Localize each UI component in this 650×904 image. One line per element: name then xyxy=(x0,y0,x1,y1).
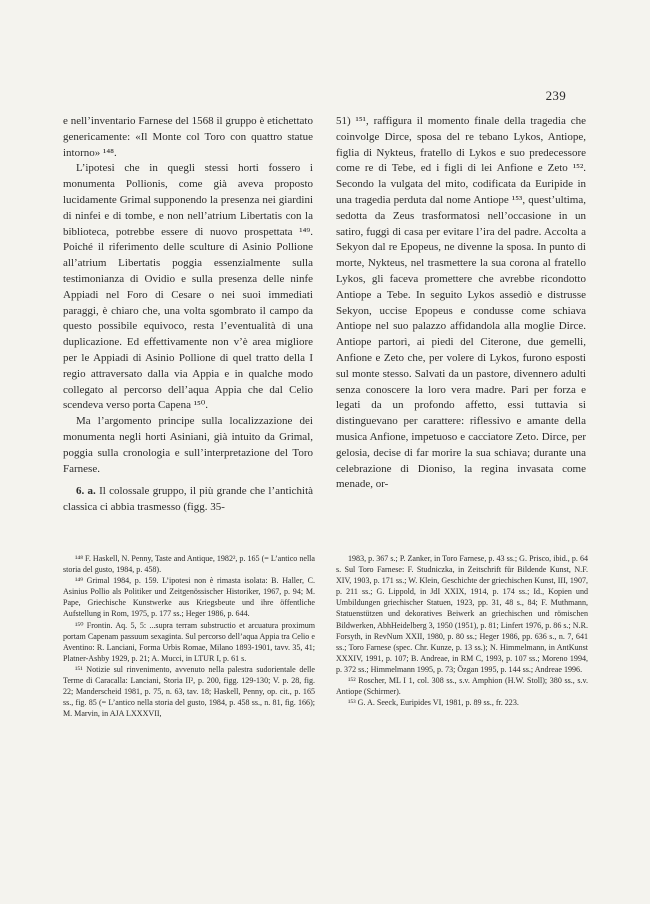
footnote: ¹⁵³ G. A. Seeck, Euripides VI, 1981, p. 89 ss., fr. 223. xyxy=(348,698,519,708)
paragraph: 51) ¹⁵¹, raffigura il momento finale della tragedia che coinvolge Dirce, sposa del re tebano Lykos, Antiope, figlia di Nykteus, fratello di Lykos e suo predecessore come re di Tebe, ed i figli di lei Anfione e Zeto ¹⁵². Secondo la vulgata del mito, codificata da Euripide in una tragedia perduta dal nome Antiope ¹⁵³, quest’ultima, sedotta da Zeus trasformatosi nell’occasione in un satiro, fuggì di casa per evitare l’ira del padre. Accolta a Sekyon dal re Epopeus, ne divenne la sposa. In punto di morte, Nykteus, nel trasmettere la sua corona al fratello Lykos, gli faceva promettere che avrebbe ricondotto Antiope a Tebe. In seguito Lykos assediò e distrusse Sekyon, uccise Epopeus e condusse come schiava Antiope nel suo palazzo affidandola alla moglie Dirce. Antiope partorì, ai piedi del Citerone, due gemelli, Anfione e Zeto che, per volere di Lykos, furono esposti sul monte stesso. Salvati da un pastore, divennero adulti senza conoscere la loro vera madre. Pari per forza e legati da un profondo affetto, essi tuttavia si distinguevano per carattere: riflessivo e amante della musica Anfione, impetuoso e cacciatore Zeto. Dirce, per gelosia, decise di far morire la sua schiava; durante una celebrazione di Dioniso, la regina invasata come menade, or- xyxy=(336,115,586,491)
footnote: 1983, p. 367 s.; P. Zanker, in Toro Farnese, p. 43 ss.; G. Prisco, ibid., p. 64 s. Sul Toro Farnese: F. Studniczka, in Zeitschrift für Bildende Kunst, N.F. XIV, 1903, p. 171 ss.; W. Klein, Geschichte der griechischen Kunst, III, 1907, p. 211 ss.; G. Lippold, in JdI XXIX, 1914, p. 174 ss.; Id., Kopien und Umbildungen griechischer Statuen, 1923, pp. 31, 48 s., 84; F. Muthmann, Statuenstützen und dekoratives Beiwerk an griechischen und römischen Bildwerken, AbhHeidelberg 3, 1950 (1951), p. 81; Linfert 1976, p. 86 s.; N.R. Forsyth, in RevNum XXII, 1980, p. 80 ss.; Heger 1986, pp. 636 s., n. 7, 641 ss.; Toro Farnese (spec. Chr. Kunze, p. 13 ss.); N. Himmelmann, in AntKunst XXXIV, 1991, p. 107; B. Andreae, in RM C, 1993, p. 107 ss.; Moreno 1994, p. 372 ss.; Himmelmann 1995, p. 73; Özgan 1995, p. 144 ss.; Andreae 1996. xyxy=(336,554,588,674)
section-text: Il colossale gruppo, il più grande che l’antichità classica ci abbia trasmesso (figg. 35- xyxy=(63,485,314,514)
footnote: ¹⁵² Roscher, ML I 1, col. 308 ss., s.v. Amphion (H.W. Stoll); 380 ss., s.v. Antiope (Schirmer). xyxy=(336,676,588,697)
footnote: ¹⁴⁸ F. Haskell, N. Penny, Taste and Antique, 1982², p. 165 (= L’antico nella storia del gusto, 1984, p. 458). xyxy=(63,554,315,575)
section-paragraph xyxy=(63,484,313,516)
footnotes-right xyxy=(336,553,588,708)
right-column xyxy=(336,114,586,493)
page-number: 239 xyxy=(545,88,566,103)
footnote: ¹⁵¹ Notizie sul rinvenimento, avvenuto nella palestra sudorientale delle Terme di Caracalla: Lanciani, Storia II², p. 200, figg. 129-130; V. p. 28, fig. 22; Manderscheid 1981, p. 75, n. 63, tav. 18; Haskell, Penny, op. cit., p. 165 ss., fig. 85 (= L’antico nella storia del gusto, 1984, p. 458 ss., n. 81, fig. 166); M. Marvin, in AJA LXXXVII, xyxy=(63,664,315,719)
paragraph: e nell’inventario Farnese del 1568 il gruppo è etichettato genericamente: «Il Monte col Toro con quattro statue intorno» ¹⁴⁸. xyxy=(63,115,313,159)
section-heading: 6. a. xyxy=(76,485,96,498)
footnote: ¹⁴⁹ Grimal 1984, p. 159. L’ipotesi non è rimasta isolata: B. Haller, C. Asinius Pollio als Politiker und Zeitgenössischer Historiker, 1967, p. 94; M. Pape, Griechische Kunstwerke aus Kriegsbeute und ihre öffentliche Aufstellung in Rom, 1975, p. 177 ss.; Heger 1986, p. 644. xyxy=(63,576,315,619)
paragraph: Ma l’argomento principe sulla localizzazione dei monumenta negli horti Asiniani, già intuito da Grimal, poggia sulla cronologia e sull’interpretazione del Toro Farnese. xyxy=(63,415,313,475)
footnote: ¹⁵⁰ Frontin. Aq. 5, 5: ...supra terram substructio et arcuatura proximum portam Capenam passuum sexaginta. Sul percorso dell’aqua Appia tra Celio e Aventino: R. Lanciani, Forma Urbis Romae, Milano 1893-1901, tavv. 35, 41; Platner-Ashby 1929, p. 21; A. Mucci, in LTUR I, p. 61 s. xyxy=(63,620,315,663)
left-column xyxy=(63,114,313,516)
footnotes-left xyxy=(63,553,315,719)
paragraph: L’ipotesi che in quegli stessi horti fossero i monumenta Pollionis, come già aveva proposto lucidamente Grimal supponendo la presenza nei giardini di ninfei e di tombe, e non nell’atrium Libertatis con la biblioteca, potrebbe essere di nuovo prospettata ¹⁴⁹. Poiché il riferimento delle sculture di Asinio Pollione all’atrium Libertatis poggia essenzialmente sulla testimonianza di Ovidio e sulla presenza delle ninfe Appiadi nel Foro di Cesare o nei suoi immediati paraggi, è chiaro che, una volta sgombrato il campo da questo possibile equivoco, resta l’eventualità di una duplicazione. Ed effettivamente non v’è area migliore per le Appiadi di Asinio Pollione di quel tratto della I regio attraversato dalla via Appia e in qualche modo collegato al percorso dell’aqua Appia che dal Celio scendeva verso porta Capena ¹⁵⁰. xyxy=(63,162,313,412)
